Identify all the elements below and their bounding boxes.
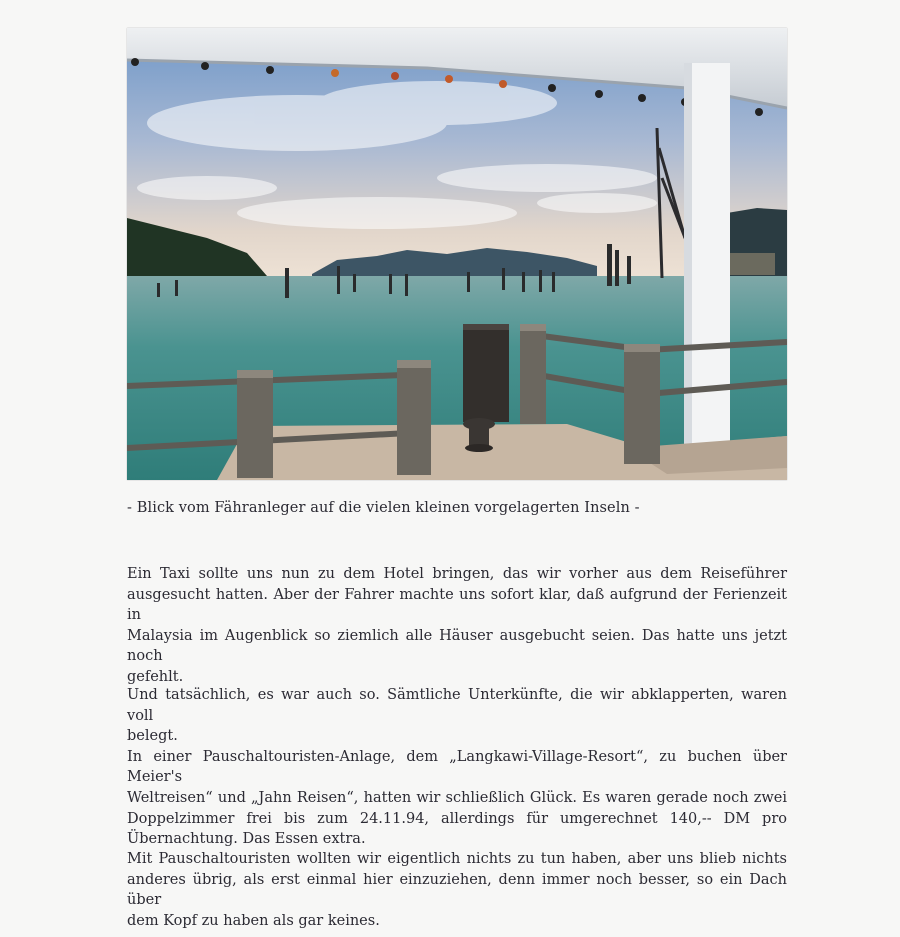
harbor-photo (127, 28, 787, 480)
paragraph-taxi (127, 564, 787, 688)
photo-caption: - Blick vom Fähranleger auf die vielen kleinen vorgelagerten Inseln - (127, 500, 640, 516)
paragraph-accommodation (127, 685, 787, 850)
text-line: ausgesucht hatten. Aber der Fahrer machte uns sofort klar, daß aufgrund der Ferienzeit in (127, 586, 787, 624)
text-line: Übernachtung. Das Essen extra. (127, 831, 366, 848)
harbor-photo-illustration (127, 28, 787, 480)
text-line: Malaysia im Augenblick so ziemlich alle Häuser ausgebucht seien. Das hatte uns jetzt noch (127, 627, 787, 665)
text-line: Weltreisen“ und „Jahn Reisen“, hatten wir schließlich Glück. Es waren gerade noch zwei (127, 789, 787, 806)
paragraph-package-tourists (127, 849, 787, 931)
text-line: Und tatsächlich, es war auch so. Sämtliche Unterkünfte, die wir abklapperten, waren voll (127, 687, 787, 724)
text-line: gefehlt. (127, 668, 184, 685)
text-line: Mit Pauschaltouristen wollten wir eigentlich nichts zu tun haben, aber uns blieb nichts (127, 851, 787, 867)
text-line: belegt. (127, 728, 178, 745)
text-line: Doppelzimmer frei bis zum 24.11.94, allerdings für umgerechnet 140,-- DM pro (127, 810, 787, 827)
text-line: dem Kopf zu haben als gar keines. (127, 912, 380, 929)
text-line: In einer Pauschaltouristen-Anlage, dem „Langkawi-Village-Resort“, zu buchen über Meier's (127, 748, 787, 786)
text-line: Ein Taxi sollte uns nun zu dem Hotel bringen, das wir vorher aus dem Reiseführer (127, 566, 787, 582)
text-line: anderes übrig, als erst einmal hier einzuziehen, denn immer noch besser, so ein Dach über (127, 871, 787, 909)
